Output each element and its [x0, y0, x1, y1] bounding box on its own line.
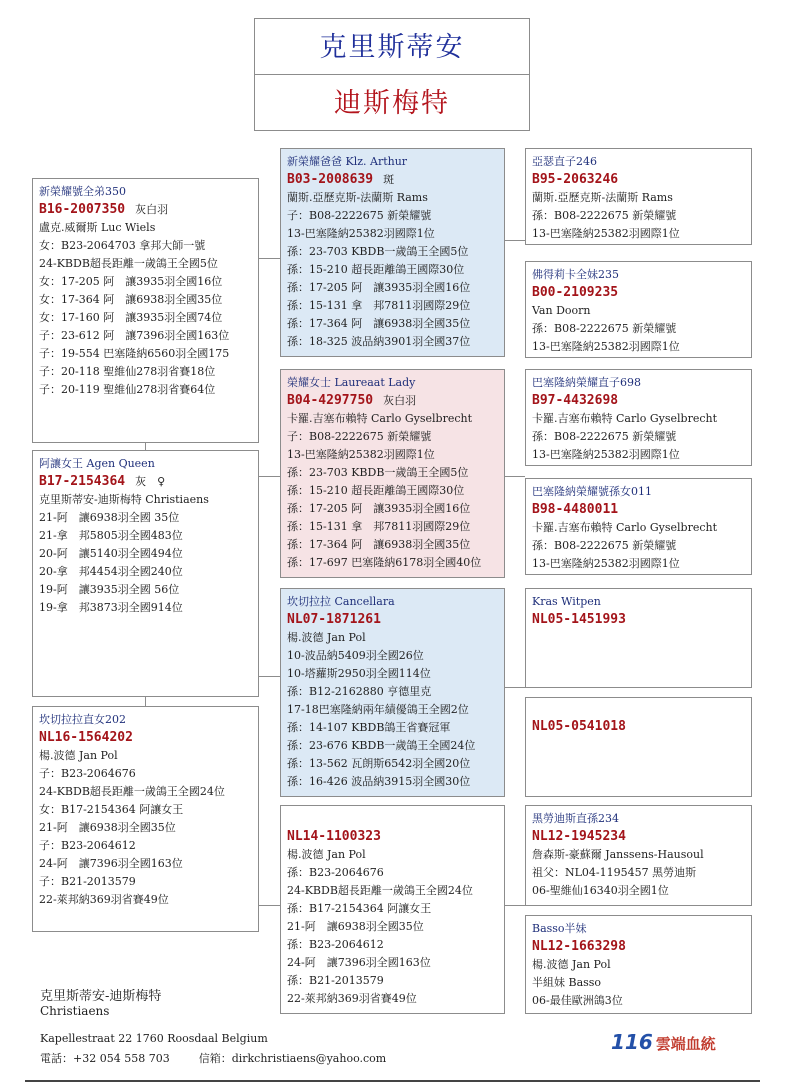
record-line: 楊.波德 Jan Pol [39, 749, 118, 762]
ring-number-row [39, 729, 252, 747]
ring-number-row [287, 828, 498, 846]
record-line: 孫：15-210 超長距離鴿王國際30位 [287, 263, 465, 276]
ring-number-row [287, 611, 498, 629]
ring-number-row [287, 171, 498, 189]
record-list [287, 189, 498, 351]
contact-line [40, 1050, 386, 1066]
ring-number-row [532, 501, 745, 519]
phone-number: +32 054 558 703 [73, 1052, 170, 1065]
connector-line [505, 687, 525, 688]
sire-dam-card [280, 369, 505, 578]
connector-line [259, 676, 280, 677]
connector-line [259, 476, 280, 477]
ring-number: B16-2007350 [39, 202, 126, 217]
ring-number: NL05-0541018 [532, 719, 626, 734]
record-line: 楊.波德 Jan Pol [287, 631, 366, 644]
sire-card [32, 178, 259, 443]
record-line: 半組妹 Basso [532, 976, 602, 989]
record-line: 24-KBDB超長距離一歲鴿王全國24位 [287, 884, 473, 897]
connector-line [259, 905, 280, 906]
record-line: 10-波品納5409羽全國26位 [287, 649, 424, 662]
record-list [287, 410, 498, 572]
record-line: 17-18巴塞隆納兩年績優鴿王全國2位 [287, 703, 469, 716]
record-line: 孫：23-703 KBDB一歲鴿王全國5位 [287, 466, 469, 479]
record-line: 孫：15-210 超長距離鴿王國際30位 [287, 484, 465, 497]
record-line: 詹森斯-豪蘇爾 Janssens-Hausoul [532, 848, 704, 861]
title-line2: 迪斯梅特 [334, 88, 450, 119]
record-line: 06-最佳歐洲鴿3位 [532, 994, 623, 1007]
record-line: 孫：B12-2162880 亨德里克 [287, 685, 432, 698]
g3-card-5 [525, 588, 752, 688]
record-line: 子：B08-2222675 新榮耀號 [287, 430, 432, 443]
pigeon-name: 巴塞隆納榮耀號孫女011 [532, 485, 652, 498]
ring-number-row [532, 171, 745, 189]
ring-number: NL12-1663298 [532, 939, 626, 954]
record-line: 孫：18-325 波品納3901羽全國37位 [287, 335, 471, 348]
g3-card-4 [525, 478, 752, 575]
record-list [39, 491, 252, 617]
connector-line [505, 476, 525, 477]
record-line: 子：20-119 聖維仙278羽省賽64位 [39, 383, 216, 396]
record-line: 22-萊邦納369羽省賽49位 [287, 992, 417, 1005]
ring-number: B17-2154364 [39, 474, 126, 489]
record-line: 19-拿 邦3873羽全國914位 [39, 601, 183, 614]
connector-line [145, 443, 146, 450]
record-line: 孫：17-364 阿 讓6938羽全國35位 [287, 317, 471, 330]
record-line: 女：17-205 阿 讓3935羽全國16位 [39, 275, 223, 288]
record-line: 21-阿 讓6938羽全國35位 [39, 821, 176, 834]
g3-card-2 [525, 261, 752, 358]
record-line: 13-巴塞隆納25382羽國際1位 [287, 227, 435, 240]
logo [611, 1030, 716, 1054]
record-line: 13-巴塞隆納25382羽國際1位 [532, 227, 680, 240]
g3-card-7 [525, 805, 752, 906]
record-line: 孫：17-205 阿 讓3935羽全國16位 [287, 281, 471, 294]
g3-card-6 [525, 697, 752, 797]
record-line: 孫：17-697 巴塞隆納6178羽全國40位 [287, 556, 482, 569]
record-line: 孫：B08-2222675 新榮耀號 [532, 430, 677, 443]
record-line: 楊.波德 Jan Pol [532, 958, 611, 971]
record-line: 20-拿 邦4454羽全國240位 [39, 565, 183, 578]
ring-number: B00-2109235 [532, 285, 619, 300]
record-line: 13-巴塞隆納25382羽國際1位 [532, 340, 680, 353]
ring-number-row [532, 718, 745, 736]
record-line: 21-阿 讓6938羽全國 35位 [39, 511, 180, 524]
ring-number-row [532, 828, 745, 846]
record-line: 孫：B17-2154364 阿讓女王 [287, 902, 432, 915]
logo-number: 116 [611, 1030, 653, 1054]
connector-line [505, 240, 525, 241]
ring-number: B97-4432698 [532, 393, 619, 408]
record-line: 13-巴塞隆納25382羽國際1位 [532, 448, 680, 461]
record-line: 10-塔蘿斯2950羽全國114位 [287, 667, 431, 680]
record-line: 祖父：NL04-1195457 黑勞迪斯 [532, 866, 697, 879]
record-line: 13-巴塞隆納25382羽國際1位 [287, 448, 435, 461]
record-line: 孫：17-364 阿 讓6938羽全國35位 [287, 538, 471, 551]
connector-line [145, 697, 146, 706]
ring-number-row [287, 392, 498, 410]
pigeon-name: 亞瑟直子246 [532, 155, 597, 168]
record-line: 21-拿 邦5805羽全國483位 [39, 529, 183, 542]
record-line: 子：B21-2013579 [39, 875, 136, 888]
ring-number: B95-2063246 [532, 172, 619, 187]
connector-line [259, 258, 280, 259]
record-line: 孫：13-562 瓦朗斯6542羽全國20位 [287, 757, 471, 770]
ring-number: NL12-1945234 [532, 829, 626, 844]
dam-card [32, 450, 259, 697]
ring-number: NL05-1451993 [532, 612, 626, 627]
ring-number: NL07-1871261 [287, 612, 381, 627]
record-line: 24-KBDB超長距離一歲鴿王全國5位 [39, 257, 218, 270]
ring-number-row [39, 201, 252, 219]
record-line: 蘭斯.亞歷克斯-法蘭斯 Rams [532, 191, 673, 204]
record-line: 孫：23-703 KBDB一歲鴿王全國5位 [287, 245, 469, 258]
record-line: 克里斯蒂安-迪斯梅特 Christiaens [39, 493, 209, 506]
record-line: 06-聖維仙16340羽全國1位 [532, 884, 669, 897]
record-line: 子：20-118 聖維仙278羽省賽18位 [39, 365, 216, 378]
record-line: 19-阿 讓3935羽全國 56位 [39, 583, 180, 596]
pigeon-name: 坎切拉拉直女202 [39, 713, 126, 726]
record-line: 子：19-554 巴塞隆納6560羽全國175 [39, 347, 230, 360]
footer-divider [25, 1080, 760, 1082]
sire-sire-card [280, 148, 505, 357]
record-line: 孫：16-426 波品納3915羽全國30位 [287, 775, 471, 788]
ring-number-row [532, 611, 745, 629]
record-line: 孫：B23-2064676 [287, 866, 384, 879]
feather-color: 灰白羽 [383, 394, 417, 407]
record-line: 21-阿 讓6938羽全國35位 [287, 920, 424, 933]
ring-number: NL16-1564202 [39, 730, 133, 745]
title-name-cn [254, 18, 530, 75]
record-line: 孫：17-205 阿 讓3935羽全國16位 [287, 502, 471, 515]
ring-number: B04-4297750 [287, 393, 374, 408]
pigeon-name: 巴塞隆納榮耀直子698 [532, 376, 641, 389]
phone-label: 電話： [40, 1052, 73, 1065]
record-line: 卡羅.吉塞布賴特 Carlo Gyselbrecht [287, 412, 473, 425]
record-line: 卡羅.吉塞布賴特 Carlo Gyselbrecht [532, 521, 718, 534]
record-line: 孫：B23-2064612 [287, 938, 384, 951]
logo-text: 雲端血統 [655, 1035, 716, 1053]
pigeon-name: 黑勞迪斯直孫234 [532, 812, 619, 825]
title-line1: 克里斯蒂安 [319, 32, 465, 63]
ring-number-row [532, 392, 745, 410]
pigeon-name: Basso半妹 [532, 922, 587, 935]
record-line: 24-阿 讓7396羽全國163位 [287, 956, 431, 969]
record-line: 楊.波德 Jan Pol [287, 848, 366, 861]
record-line: 孫：B08-2222675 新榮耀號 [532, 322, 677, 335]
pigeon-name: 坎切拉拉 Cancellara [287, 595, 395, 608]
ring-number: B03-2008639 [287, 172, 374, 187]
record-line: 孫：23-676 KBDB一歲鴿王全國24位 [287, 739, 476, 752]
record-line: 孫：B08-2222675 新榮耀號 [532, 539, 677, 552]
pigeon-name: 新榮耀號全弟350 [39, 185, 126, 198]
record-line: 孫：15-131 拿 邦7811羽國際29位 [287, 299, 471, 312]
record-line: 子：B08-2222675 新榮耀號 [287, 209, 432, 222]
record-line: 24-阿 讓7396羽全國163位 [39, 857, 183, 870]
record-line: 子：B23-2064612 [39, 839, 136, 852]
record-line: 22-萊邦納369羽省賽49位 [39, 893, 169, 906]
connector-line [505, 905, 525, 906]
dam-sire-card [280, 588, 505, 797]
ring-number-row [532, 938, 745, 956]
g3-card-8 [525, 915, 752, 1014]
record-line: 女：17-364 阿 讓6938羽全國35位 [39, 293, 223, 306]
record-line: 子：B23-2064676 [39, 767, 136, 780]
record-line: Van Doorn [532, 304, 591, 317]
record-line: 卡羅.吉塞布賴特 Carlo Gyselbrecht [532, 412, 718, 425]
ring-number-row [39, 473, 252, 491]
owner-name-en: Christiaens [40, 1004, 110, 1018]
ring-number: B98-4480011 [532, 502, 619, 517]
email-address: dirkchristiaens@yahoo.com [231, 1052, 387, 1065]
record-line: 13-巴塞隆納25382羽國際1位 [532, 557, 680, 570]
g3-card-1 [525, 148, 752, 245]
record-list [287, 846, 498, 1008]
record-line: 女：17-160 阿 讓3935羽全國74位 [39, 311, 223, 324]
record-line: 女：B23-2064703 拿邦大師一號 [39, 239, 206, 252]
record-line: 子：23-612 阿 讓7396羽全國163位 [39, 329, 230, 342]
pigeon-name: 榮耀女士 Laureaat Lady [287, 376, 416, 389]
feather-color: 斑 [383, 173, 395, 186]
dam-dam-card [280, 805, 505, 1014]
feather-color: 灰 ♀ [135, 475, 166, 488]
ring-number-row [532, 284, 745, 302]
record-line: 孫：B21-2013579 [287, 974, 384, 987]
g3-card-3 [525, 369, 752, 466]
record-list [39, 219, 252, 399]
pigeon-name: Kras Witpen [532, 595, 601, 608]
record-line: 孫：14-107 KBDB鴿王省賽冠軍 [287, 721, 451, 734]
title-name-surname [254, 74, 530, 131]
address: Kapellestraat 22 1760 Roosdaal Belgium [40, 1032, 268, 1045]
record-line: 盧克.威爾斯 Luc Wiels [39, 221, 156, 234]
owner-name: 克里斯蒂安-迪斯梅特 [40, 989, 162, 1004]
ring-number: NL14-1100323 [287, 829, 381, 844]
record-list [287, 629, 498, 791]
record-list [39, 747, 252, 909]
pdam-card [32, 706, 259, 932]
record-line: 蘭斯.亞歷克斯-法蘭斯 Rams [287, 191, 428, 204]
pigeon-name: 新榮耀爸爸 Klz. Arthur [287, 155, 408, 168]
record-line: 20-阿 讓5140羽全國494位 [39, 547, 183, 560]
record-line: 女：B17-2154364 阿讓女王 [39, 803, 184, 816]
pigeon-name: 阿讓女王 Agen Queen [39, 457, 155, 470]
record-line: 24-KBDB超長距離一歲鴿王全國24位 [39, 785, 225, 798]
record-line: 孫：15-131 拿 邦7811羽國際29位 [287, 520, 471, 533]
record-line: 孫：B08-2222675 新榮耀號 [532, 209, 677, 222]
pigeon-name: 佛得莉卡全妹235 [532, 268, 619, 281]
feather-color: 灰白羽 [135, 203, 169, 216]
email-label: 信箱： [198, 1052, 232, 1065]
